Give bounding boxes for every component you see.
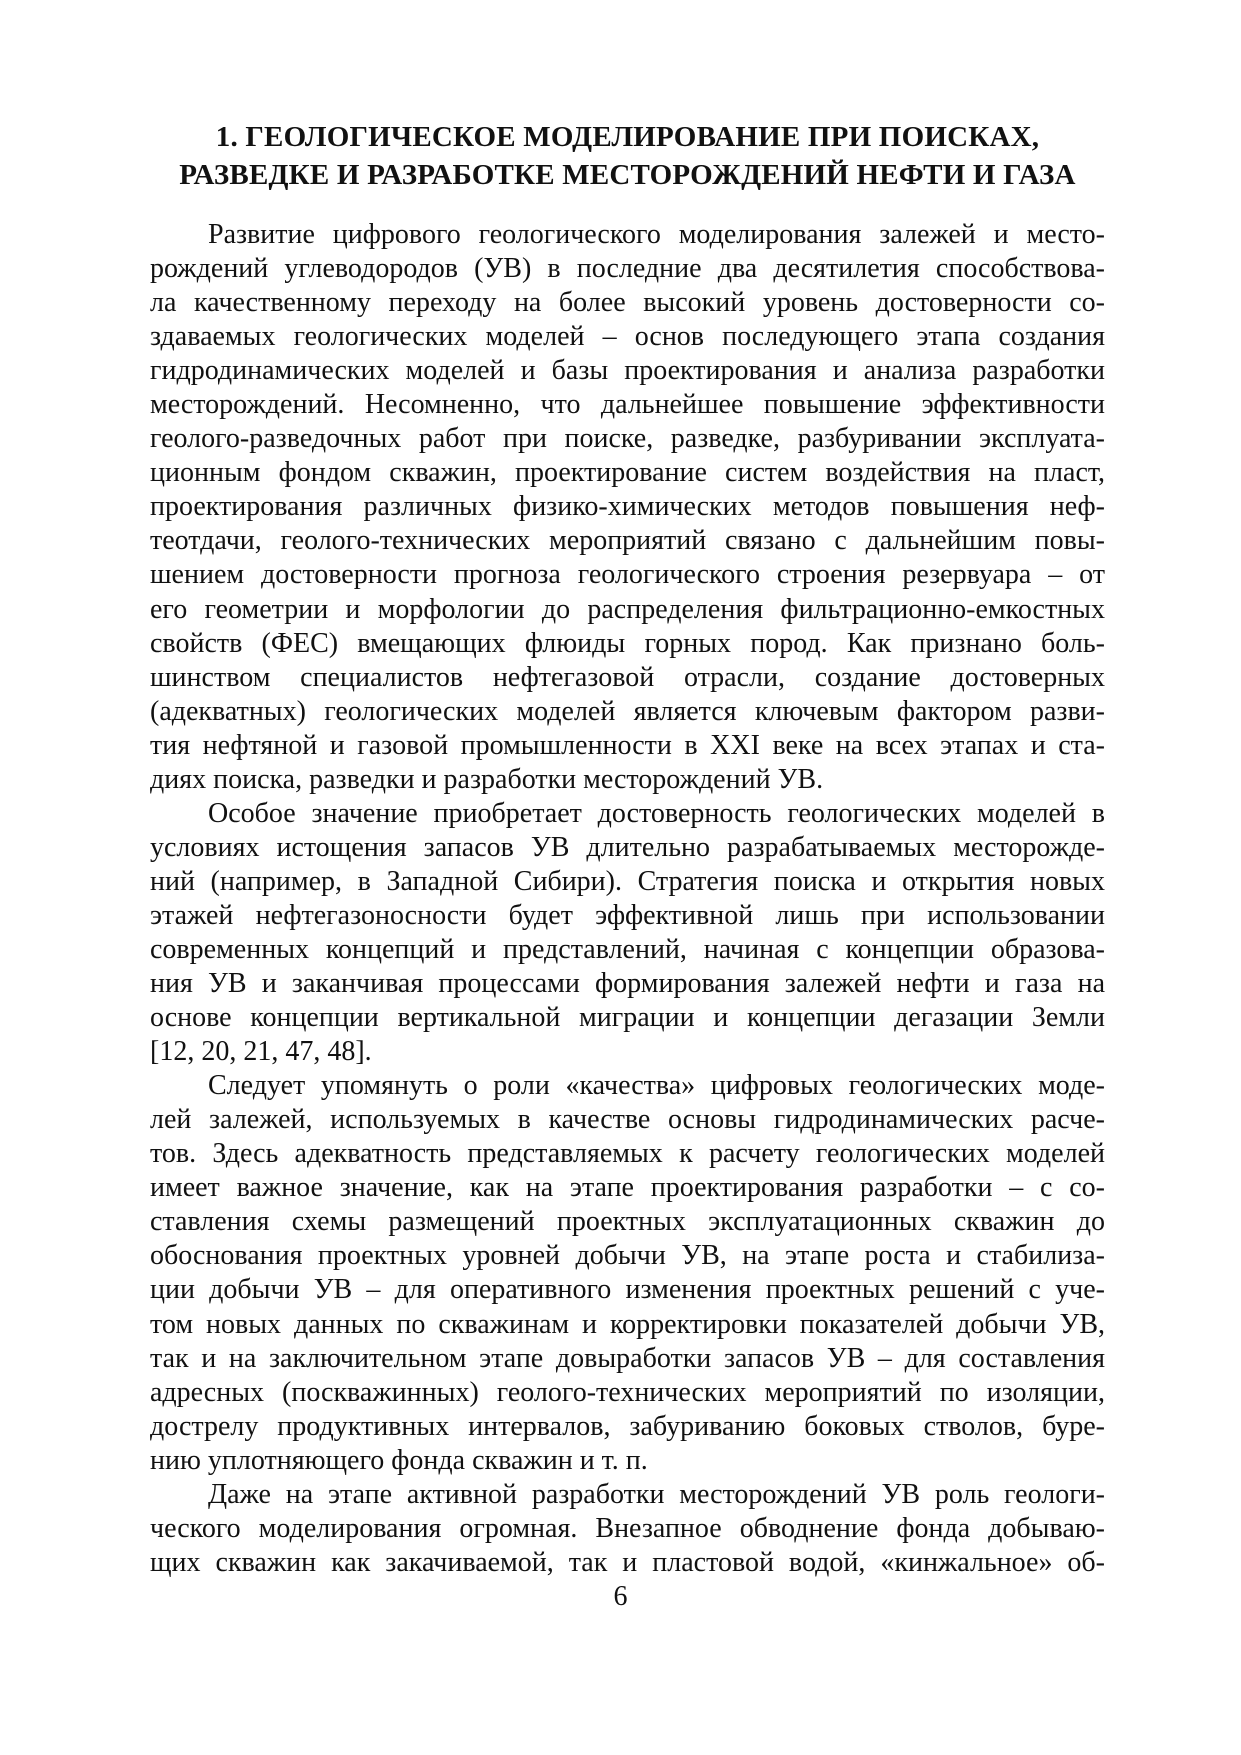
chapter-heading-line: 1. ГЕОЛОГИЧЕСКОЕ МОДЕЛИРОВАНИЕ ПРИ ПОИСКАХ, (215, 121, 1040, 153)
text-line: месторождений. Несомненно, что дальнейшее повышение эффективности (150, 389, 1105, 421)
text-line: Особое значение приобретает достоверность геологических моделей в (208, 797, 1105, 829)
text-line: его геометрии и морфологии до распределения фильтрационно-емкостных (150, 593, 1105, 625)
text-line: свойств (ФЕС) вмещающих флюиды горных пород. Как признано боль- (150, 627, 1105, 659)
text-line: шением достоверности прогноза геологического строения резервуара – от (150, 559, 1105, 591)
text-line: ческого моделирования огромная. Внезапное обводнение фонда добываю- (150, 1512, 1105, 1544)
text-line: нию уплотняющего фонда скважин и т. п. (150, 1444, 648, 1476)
paragraph (150, 1478, 1105, 1580)
text-line: диях поиска, разведки и разработки месторождений УВ. (150, 763, 824, 795)
text-line: адресных (поскважинных) геолого-технических мероприятий по изоляции, (150, 1376, 1105, 1408)
paragraph (150, 218, 1105, 797)
text-line: Следует упомянуть о роли «качества» цифровых геологических моде- (208, 1070, 1105, 1102)
page-number: 6 (613, 1581, 628, 1612)
text-line: гидродинамических моделей и базы проектирования и анализа разработки (150, 355, 1105, 387)
text-line: современных концепций и представлений, начиная с концепции образова- (150, 933, 1105, 965)
text-line: этажей нефтегазоносности будет эффективной лишь при использовании (150, 899, 1105, 931)
text-line: здаваемых геологических моделей – основ последующего этапа создания (150, 321, 1105, 353)
paragraph (150, 797, 1105, 1069)
text-line: ставления схемы размещений проектных эксплуатационных скважин до (150, 1206, 1105, 1238)
text-line: геолого-разведочных работ при поиске, разведке, разбуривании эксплуата- (150, 423, 1105, 455)
text-line: условиях истощения запасов УВ длительно разрабатываемых месторожде- (150, 831, 1105, 863)
text-line: рождений углеводородов (УВ) в последние два десятилетия способствова- (150, 253, 1105, 285)
text-line: (адекватных) геологических моделей является ключевым фактором разви- (150, 695, 1105, 727)
text-line: ла качественному переходу на более высокий уровень достоверности со- (150, 287, 1105, 319)
text-line: обоснования проектных уровней добычи УВ, на этапе роста и стабилиза- (150, 1240, 1105, 1272)
chapter-heading-line: РАЗВЕДКЕ И РАЗРАБОТКЕ МЕСТОРОЖДЕНИЙ НЕФТИ И ГАЗА (179, 159, 1076, 191)
text-line: основе концепции вертикальной миграции и концепции дегазации Земли (150, 1002, 1105, 1034)
text-line: ний (например, в Западной Сибири). Стратегия поиска и открытия новых (150, 865, 1105, 897)
paragraph (150, 1069, 1105, 1478)
text-line: проектирования различных физико-химических методов повышения неф- (150, 491, 1105, 523)
chapter-heading (150, 118, 1105, 194)
text-line: тов. Здесь адекватность представляемых к расчету геологических моделей (150, 1138, 1105, 1170)
text-line: теотдачи, геолого-технических мероприятий связано с дальнейшим повы- (150, 525, 1105, 557)
text-line: дострелу продуктивных интервалов, забуриванию боковых стволов, буре- (150, 1410, 1105, 1442)
text-line: ния УВ и заканчивая процессами формирования залежей нефти и газа на (150, 968, 1105, 1000)
text-line: лей залежей, используемых в качестве основы гидродинамических расче- (150, 1104, 1105, 1136)
text-line: [12, 20, 21, 47, 48]. (150, 1036, 372, 1068)
text-line: Развитие цифрового геологического моделирования залежей и место- (208, 219, 1105, 250)
text-line: том новых данных по скважинам и корректировки показателей добычи УВ, (150, 1308, 1105, 1340)
text-line: Даже на этапе активной разработки месторождений УВ роль геологи- (208, 1478, 1105, 1510)
body-text (150, 218, 1105, 1580)
text-line: щих скважин как закачиваемой, так и пластовой водой, «кинжальное» об- (150, 1546, 1105, 1578)
text-line: ции добычи УВ – для оперативного изменения проектных решений с уче- (150, 1274, 1105, 1306)
text-line: так и на заключительном этапе довыработки запасов УВ – для составления (150, 1342, 1105, 1374)
text-line: ционным фондом скважин, проектирование систем воздействия на пласт, (150, 457, 1105, 489)
text-line: имеет важное значение, как на этапе проектирования разработки – с со- (150, 1172, 1105, 1204)
text-line: тия нефтяной и газовой промышленности в XXI веке на всех этапах и ста- (150, 729, 1105, 761)
text-line: шинством специалистов нефтегазовой отрасли, создание достоверных (150, 661, 1105, 693)
